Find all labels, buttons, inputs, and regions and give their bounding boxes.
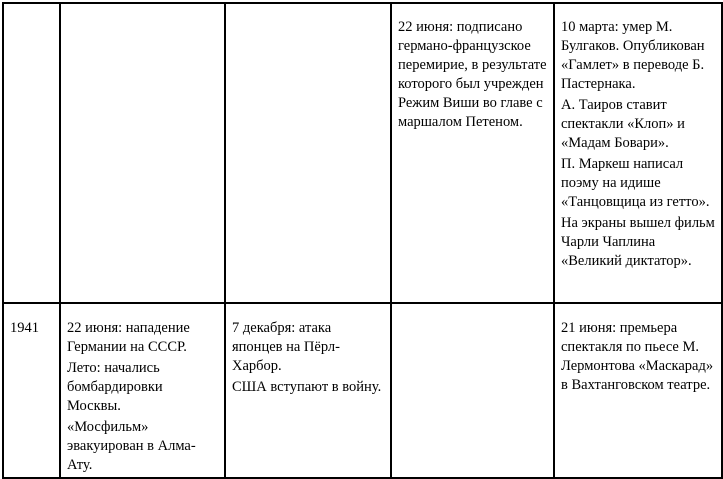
europe-events-cell <box>391 303 554 478</box>
year-cell <box>3 3 60 303</box>
table-row <box>3 303 722 478</box>
event-text: А. Таиров ставит спектакли «Клоп» и «Мадам Бовари». <box>561 97 685 151</box>
event-text: Лето: начались бомбардировки Москвы. <box>67 360 163 414</box>
event-text: «Мосфильм» эвакуирован в Алма-Ату. <box>67 419 196 473</box>
event-text: 22 июня: нападение Германии на СССР. <box>67 320 190 355</box>
year-cell <box>3 303 60 478</box>
table-row <box>3 3 722 303</box>
culture-events-cell <box>554 3 722 303</box>
chronology-table <box>2 2 723 479</box>
ussr-events-cell <box>60 3 225 303</box>
year-label: 1941 <box>10 320 39 336</box>
event-text: П. Маркеш написал поэму на идише «Танцовщица из гетто». <box>561 156 710 210</box>
ussr-events-cell <box>60 303 225 478</box>
europe-events-cell <box>391 3 554 303</box>
culture-events-cell <box>554 303 722 478</box>
event-text: 21 июня: премьера спектакля по пьесе М. Лермонтова «Маскарад» в Вахтанговском театре. <box>561 320 714 393</box>
event-text: США вступают в войну. <box>232 379 382 395</box>
event-text: 7 декабря: атака японцев на Пёрл-Харбор. <box>232 320 340 374</box>
event-text: На экраны вышел фильм Чарли Чаплина «Великий диктатор». <box>561 215 715 269</box>
event-text: 10 марта: умер М. Булгаков. Опубликован «Гамлет» в переводе Б. Пастернака. <box>561 19 705 92</box>
world-events-cell <box>225 3 391 303</box>
event-text: 22 июня: подписано германо-французское перемирие, в результате которого был учрежден Режим Виши во главе с маршалом Петеном. <box>398 19 547 130</box>
world-events-cell <box>225 303 391 478</box>
